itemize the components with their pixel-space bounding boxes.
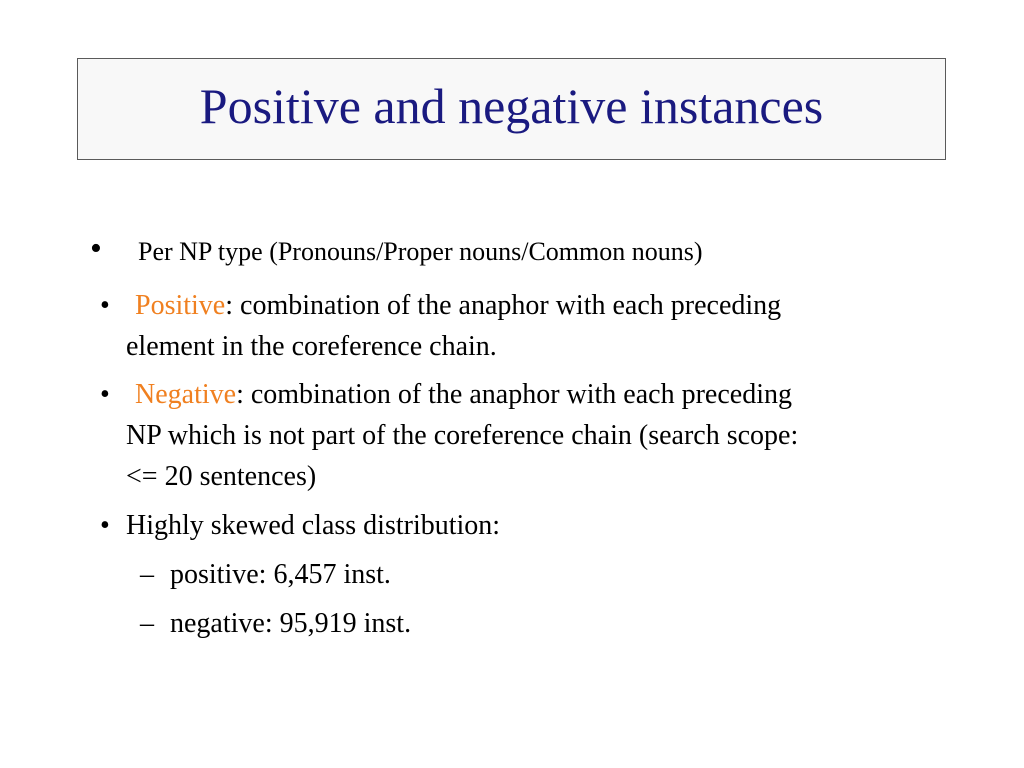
positive-keyword: Positive [135, 290, 226, 321]
slide-title: Positive and negative instances [199, 78, 824, 134]
sub-item-negative-count: negative: 95,919 inst. [170, 608, 412, 639]
bullet-marker: • [90, 230, 102, 267]
bullet-text-positive-line2: element in the coreference chain. [126, 331, 497, 362]
bullet-text-negative-line2: NP which is not part of the coreference chain (search scope: [126, 420, 799, 451]
bullet-text-skewed: Highly skewed class distribution: [126, 510, 501, 541]
bullet-text-np-type: Per NP type (Pronouns/Proper nouns/Common nouns) [138, 237, 703, 266]
sub-bullet-marker: – [140, 559, 154, 590]
bullet-marker: • [100, 290, 110, 321]
sub-bullet-marker: – [140, 608, 154, 639]
negative-definition: : combination of the anaphor with each preceding [236, 379, 792, 410]
sub-item-positive-count: positive: 6,457 inst. [170, 559, 391, 590]
title-box [77, 58, 946, 160]
bullet-marker: • [100, 379, 110, 410]
bullet-text-negative-line1 [135, 374, 792, 416]
bullet-text-negative-line3: <= 20 sentences) [126, 461, 317, 492]
bullet-marker: • [100, 510, 110, 541]
positive-definition: : combination of the anaphor with each preceding [225, 290, 782, 321]
negative-keyword: Negative [135, 379, 237, 410]
bullet-text-positive-line1 [135, 285, 781, 327]
